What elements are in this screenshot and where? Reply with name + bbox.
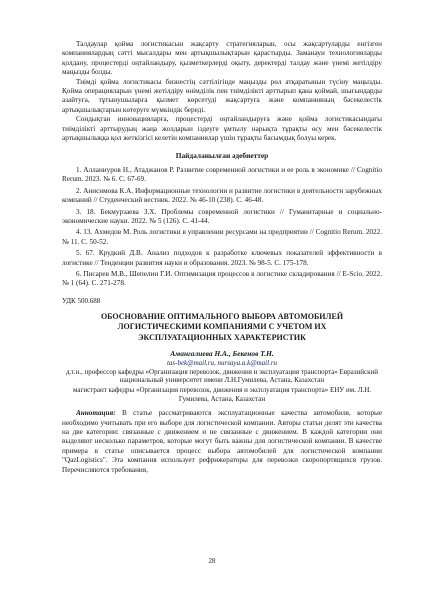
affiliation-first: д.т.н., профессор кафедры «Организация перевозок, движения и эксплуатация транспорта» Евразийский национальный университет имени Л.Н.Гумилева, Астана, Казахстан [65, 367, 379, 385]
reference-item: 2. Анисимова К.А. Информационные технологии и развитие логистики в деятельности зарубежных компаний // Студенческий вестник. 2022. № 46-10 (238). С. 46-48. [62, 186, 382, 205]
udk-code: УДК 500.688 [62, 296, 101, 305]
reference-item: 6. Писарев М.В., Шепелин Г.И. Оптимизация процессов в логистике складирования // E-Scio. 2022. № 1 (64). С. 271-278. [62, 269, 382, 288]
body-paragraph: Талдаулар қойма логистикасын жақсарту стратегияларын, осы жақсартуларды енгізген компаниялардың сәтті мысалдары мен артықшылықтарын қарастырды. Заманауи технологияларды қолдану, процестерді оңтайландыру, қызметкерлерді оқыту, деректерді талдау және үнемі жетілдіру маңызды болды. [62, 40, 382, 77]
body-paragraph: Сондықтан инновацияларға, процестерді оңтайландыруға және қойма логистикасындағы тиімділікті арттырудың жаңа жолдарын іздеуге ұмтылу нарықта тұрақты өсу мен бәсекелестік артықшылыққа қол жеткізгісі келетін компаниялар үшін тұрақты басымдық болуы керек. [62, 115, 382, 143]
abstract [62, 409, 382, 475]
article-authors: Амангалиева Н.А., Бекенов Т.Н. [170, 348, 274, 358]
reference-item: 5. 67. Крудкий Д.В. Анализ подходов к разработке ключевых показателей эффективности в логистике // Тенденции развития науки и образования. 2023. № 98-5. С. 175-178. [62, 249, 382, 267]
abstract-text: В статье рассматриваются эксплуатационные качества автомобиля, которые необходимо учитывать при его выборе для логистической компании. Авторы статьи делят эти качества на две категории: связанные с движением и не связанные с движением. В каждой категории они выделяют несколько параметров, которые могут быть важны для логистической компании. В качестве примера в статье описывается процесс выбора автомобилей для логистической компании "QazLogistics". Эта компания использует рефрижераторы для перевозки скоропортящихся грузов. Перечисляются требования, [62, 409, 383, 474]
references-list [62, 166, 382, 289]
references-heading: Пайдаланылған әдебиеттер [175, 151, 269, 161]
author-emails: tas-bek@mail.ru, nursaya.a.k@mail.ru [166, 359, 278, 368]
reference-item: 1. Алланиуров Н., Атаджанов Р. Развитие современной логистики и ее роль в экономике // Cognitio Rerum. 2023. № 6. С. 67-69. [62, 165, 382, 184]
reference-item: 4. 13. Ахмедов М. Роль логистики в управлении ресурсами на предприятии // Cognitio Rerum. 2022. № 11. С. 50-52. [62, 228, 382, 246]
abstract-label: Аннотация: [76, 409, 116, 418]
article-title: ОБОСНОВАНИЕ ОПТИМАЛЬНОГО ВЫБОРА АВТОМОБИЛЕЙ ЛОГИСТИЧЕСКИМИ КОМПАНИЯМИ С УЧЕТОМ ИХ ЭКСПЛУАТАЦИОННЫХ ХАРАКТЕРИСТИК [100, 312, 344, 342]
text-column [62, 40, 382, 475]
affiliation-second: магистрант кафедры «Организация перевозок, движения и эксплуатация транспорта» ЕНУ им. Л.Н. Гумилева, Астана, Казахстан [72, 385, 371, 403]
reference-item: 3. 18. Бекмурзаева З.Х. Проблемы современной логистики // Гуманитарные и социально-экономические науки. 2022. № 5 (126). С. 41-44. [62, 207, 382, 225]
page-number: 28 [208, 557, 216, 565]
body-paragraph: Тиімді қойма логистикасы бизнестің сәттілігінде маңызды рөл атқаратынын түсіну маңызды. Қойма операцияларын үнемі жетілдіру өнімділік пен тиімділікті арттырып қана қоймай, шығындарды азайтуға, тұтынушыларға қызмет көрсетуді жақсартуға және компанияның бәсекелестік артықшылықтарын көтеруге мүмкіндік береді. [62, 77, 382, 114]
